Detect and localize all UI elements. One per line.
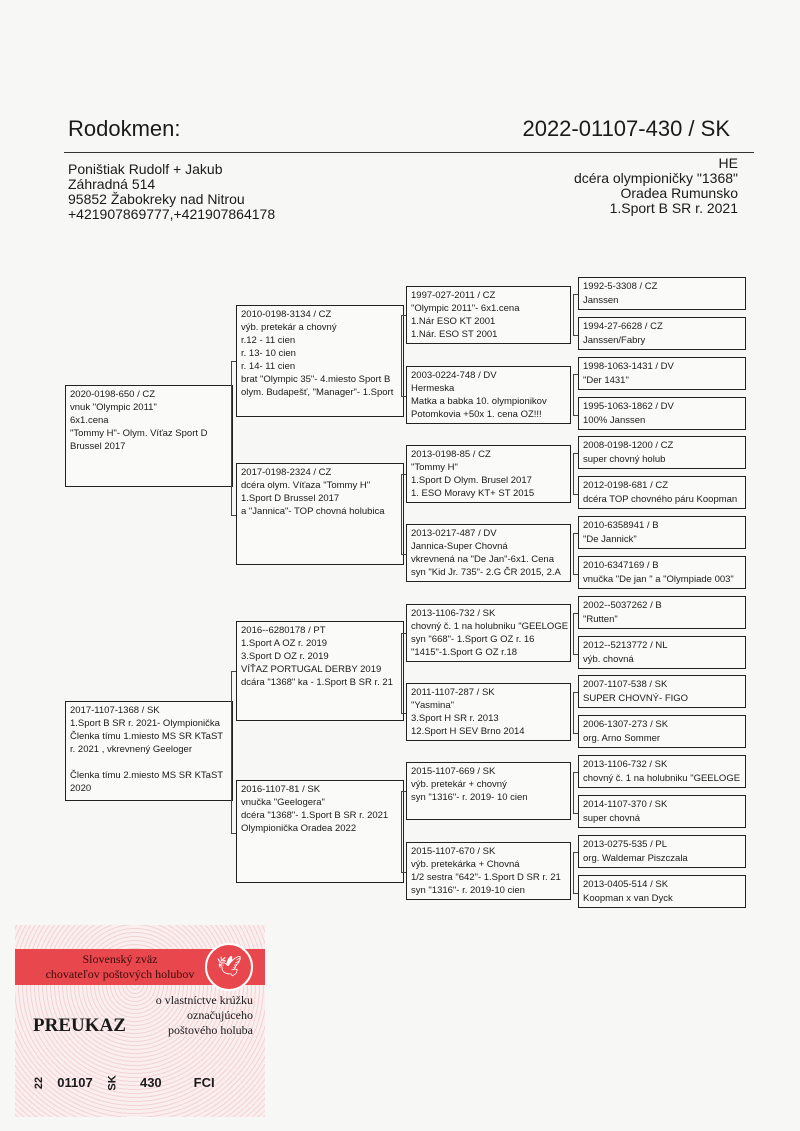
bird-note: org. Arno Sommer: [583, 733, 661, 744]
bird-note: 1.Nár ESO KT 2001: [411, 316, 496, 327]
bird-note: "Rutten": [583, 614, 618, 625]
ring-id: 2010-6347169 / B: [583, 560, 659, 571]
ring-id: 2008-0198-1200 / CZ: [583, 440, 674, 451]
bird-desc: dcéra olympioničky "1368": [573, 170, 738, 186]
bird-note: Janssen: [583, 295, 619, 306]
bird-note: Hermeska: [411, 383, 455, 394]
gen4-bird-box: [578, 596, 746, 629]
bird-note: vkrevnená na "De Jan"-6x1. Cena: [411, 554, 554, 565]
tree-connector: [573, 374, 578, 416]
bird-note: 1.Nár. ESO ST 2001: [411, 329, 498, 340]
bird-note: brat "Olympic 35"- 4.miesto Sport B: [241, 374, 391, 385]
bird-note: Matka a babka 10. olympionikov: [411, 396, 547, 407]
bird-info: [574, 156, 738, 216]
gen3-bird-box: [406, 286, 571, 344]
bird-sex: HE: [718, 155, 738, 171]
bird-note: 1/2 sestra "642"- 1.Sport D SR r. 21: [411, 872, 561, 883]
tree-connector: [573, 613, 578, 655]
subtitle-line: poštového holuba: [168, 1023, 253, 1037]
owner-city: 95852 Žabokreky nad Nitrou: [68, 191, 245, 207]
bird-note: vnučka "Geelogera": [241, 797, 325, 808]
ring-id: 2011-1107-287 / SK: [411, 687, 495, 698]
gen3-bird-box: [406, 604, 571, 662]
owner-street: Záhradná 514: [68, 176, 156, 192]
bird-note: dcára "1368" ka - 1.Sport B SR r. 21: [241, 677, 393, 688]
gen4-bird-box: [578, 357, 746, 390]
bird-note: vnuk "Olympic 2011": [70, 402, 157, 413]
subtitle-line: o vlastníctve krúžku: [155, 993, 253, 1007]
bird-note: olym. Budapešť, "Manager"- 1.Sport: [241, 387, 394, 398]
ring-id: 1997-027-2011 / CZ: [411, 290, 496, 301]
bird-note: 3.Sport H SR r. 2013: [411, 713, 499, 724]
bird-note: syn "Kid Jr. 735"- 2.G ČR 2015, 2.A: [411, 567, 561, 578]
ring-certificate: [15, 925, 265, 1117]
ring-id: 2013-1106-732 / SK: [583, 759, 668, 770]
gen4-bird-box: [578, 317, 746, 350]
ring-id: 2013-1106-732 / SK: [411, 608, 496, 619]
tree-connector: [231, 361, 236, 516]
ring-id: 1995-1063-1862 / DV: [583, 401, 674, 412]
gen4-bird-box: [578, 875, 746, 908]
ring-id: 2010-0198-3134 / CZ: [241, 309, 332, 320]
gen4-bird-box: [578, 436, 746, 469]
owner-info: [68, 162, 275, 222]
ring-club: 01107: [57, 1075, 93, 1090]
owner-phone: +421907869777,+421907864178: [68, 206, 276, 222]
ring-number: 2022-01107-430 / SK: [522, 116, 730, 141]
org-name: Slovenský zväz: [82, 952, 158, 966]
ring-id: 2003-0224-748 / DV: [411, 370, 497, 381]
bird-note: r. 13- 10 cien: [241, 348, 296, 359]
ring-id: 2015-1107-670 / SK: [411, 846, 496, 857]
gen4-bird-box: [578, 476, 746, 509]
bird-note: 1.Sport B SR r. 2021- Olympionička: [70, 718, 220, 729]
ring-id: 2006-1307-273 / SK: [583, 719, 669, 730]
gen3-bird-box: [406, 842, 571, 900]
ring-id: 2002--5037262 / B: [583, 600, 662, 611]
bird-note: super chovný holub: [583, 454, 666, 465]
bird-note: 2020: [70, 783, 92, 794]
gen4-bird-box: [578, 715, 746, 748]
gen4-bird-box: [578, 675, 746, 708]
gen2-bird-box: [236, 305, 404, 417]
gen4-bird-box: [578, 397, 746, 430]
ring-id: 2012-0198-681 / CZ: [583, 480, 669, 491]
bird-note: Jannica-Super Chovná: [411, 541, 508, 552]
certificate-ring-number: [33, 1075, 215, 1090]
gen2-bird-box: [236, 621, 404, 721]
bird-note: výb. chovná: [583, 654, 634, 665]
bird-note: 1. ESO Moravy KT+ ST 2015: [411, 488, 535, 499]
bird-note: Členka tímu 2.miesto MS SR KTaST: [70, 770, 224, 781]
gen4-bird-box: [578, 277, 746, 310]
bird-note: výb. pretekárka + Chovná: [411, 859, 520, 870]
ring-id: 2016-1107-81 / SK: [241, 784, 321, 795]
ring-id: 2016--6280178 / PT: [241, 625, 326, 636]
bird-note: "1415"-1.Sport G OZ r.18: [411, 647, 518, 658]
bird-note: org. Waldemar Piszczala: [583, 853, 688, 864]
ring-id: 2013-0275-535 / PL: [583, 839, 667, 850]
tree-connector: [573, 533, 578, 575]
bird-note: dcéra "1368"- 1.Sport B SR r. 2021: [241, 810, 389, 821]
bird-note: 1.Sport D Olym. Brusel 2017: [411, 475, 532, 486]
dove-logo-icon: 🕊: [205, 943, 253, 991]
gen2-bird-box: [236, 780, 404, 883]
bird-note: 3.Sport D OZ r. 2019: [241, 651, 329, 662]
bird-note: syn "1316"- r. 2019- 10 cien: [411, 792, 528, 803]
gen3-bird-box: [406, 366, 571, 424]
bird-note: 100% Janssen: [583, 415, 646, 426]
gen4-bird-box: [578, 835, 746, 868]
tree-connector: [401, 315, 406, 397]
gen3-bird-box: [406, 683, 571, 741]
ring-serial: 430: [139, 1075, 162, 1090]
gen1-bird-box: [65, 385, 233, 487]
ring-id: 2017-0198-2324 / CZ: [241, 467, 332, 478]
ring-country: SK: [106, 1074, 119, 1091]
owner-name: Poništiak Rudolf + Jakub: [68, 161, 223, 177]
gen4-bird-box: [578, 755, 746, 788]
tree-connector: [573, 294, 578, 336]
bird-note: r.12 - 11 cien: [241, 335, 296, 346]
page-title: Rodokmen:: [68, 116, 181, 141]
bird-note: Janssen/Fabry: [583, 335, 646, 346]
certificate-title: PREUKAZ: [33, 1015, 126, 1036]
ring-id: 2013-0198-85 / CZ: [411, 449, 491, 460]
bird-desc: Oradea Rumunsko: [620, 185, 738, 201]
bird-note: 1.Sport D Brussel 2017: [241, 493, 340, 504]
gen4-bird-box: [578, 556, 746, 589]
bird-note: dcéra TOP chovného páru Koopman: [583, 494, 738, 505]
ring-id: 2013-0217-487 / DV: [411, 528, 497, 539]
gen4-bird-box: [578, 795, 746, 828]
bird-note: VÍŤAZ PORTUGAL DERBY 2019: [241, 664, 382, 675]
ring-id: 2012--5213772 / NL: [583, 640, 668, 651]
tree-connector: [573, 453, 578, 495]
ring-id: 2020-0198-650 / CZ: [70, 389, 156, 400]
bird-note: "Olympic 2011"- 6x1.cena: [411, 303, 520, 314]
bird-note: vnučka "De jan " a "Olympiade 003": [583, 574, 734, 585]
bird-note: "Tommy H"- Olym. Víťaz Sport D: [70, 428, 208, 439]
bird-note: Potomkovia +50x 1. cena OZ!!!: [411, 409, 542, 420]
ring-id: 2017-1107-1368 / SK: [70, 705, 160, 716]
gen2-bird-box: [236, 463, 404, 565]
bird-note: syn "668"- 1.Sport G OZ r. 16: [411, 634, 535, 645]
gen4-bird-box: [578, 516, 746, 549]
ring-id: 2013-0405-514 / SK: [583, 879, 669, 890]
bird-note: [70, 756, 228, 769]
tree-connector: [401, 474, 406, 555]
bird-note: "Der 1431": [583, 375, 629, 386]
tree-connector: [231, 671, 236, 834]
bird-note: syn "1316"- r. 2019-10 cien: [411, 885, 525, 896]
bird-note: 1.Sport A OZ r. 2019: [241, 638, 328, 649]
tree-connector: [401, 791, 406, 873]
header-divider: [64, 152, 754, 153]
ring-year: 22: [33, 1076, 46, 1089]
tree-connector: [573, 692, 578, 734]
bird-note: "Yasmina": [411, 700, 455, 711]
bird-note: 12.Sport H SEV Brno 2014: [411, 726, 525, 737]
gen3-bird-box: [406, 445, 571, 503]
bird-desc: 1.Sport B SR r. 2021: [609, 200, 738, 216]
bird-note: SUPER CHOVNÝ- FIGO: [583, 693, 689, 704]
ring-id: 2010-6358941 / B: [583, 520, 659, 531]
gen3-bird-box: [406, 762, 571, 820]
ring-id: 2014-1107-370 / SK: [583, 799, 668, 810]
ring-fci: FCI: [193, 1075, 215, 1090]
bird-note: super chovná: [583, 813, 641, 824]
subtitle-line: označujúceho: [187, 1008, 253, 1022]
bird-note: výb. pretekár + chovný: [411, 779, 507, 790]
ring-id: 1998-1063-1431 / DV: [583, 361, 674, 372]
bird-note: "De Jannick": [583, 534, 637, 545]
bird-note: dcéra olym. Víťaza "Tommy H": [241, 480, 371, 491]
bird-note: Koopman x van Dyck: [583, 893, 673, 904]
tree-connector: [573, 772, 578, 814]
org-name: chovateľov poštových holubov: [45, 967, 195, 981]
ring-id: 2007-1107-538 / SK: [583, 679, 668, 690]
bird-note: 6x1.cena: [70, 415, 109, 426]
tree-connector: [401, 633, 406, 714]
bird-note: r. 14- 11 cien: [241, 361, 296, 372]
ring-id: 1992-5-3308 / CZ: [583, 281, 658, 292]
bird-note: chovný č. 1 na holubniku "GEELOGE: [411, 621, 569, 632]
bird-note: r. 2021 , vkrevnený Geeloger: [70, 744, 192, 755]
bird-note: a "Jannica"- TOP chovná holubica: [241, 506, 385, 517]
gen4-bird-box: [578, 636, 746, 669]
gen3-bird-box: [406, 524, 571, 582]
ring-id: 2015-1107-669 / SK: [411, 766, 496, 777]
gen1-bird-box: [65, 701, 233, 801]
bird-note: Olympionička Oradea 2022: [241, 823, 357, 834]
certificate-subtitle: [156, 993, 253, 1038]
bird-note: výb. pretekár a chovný: [241, 322, 337, 333]
bird-note: "Tommy H": [411, 462, 458, 473]
tree-connector: [573, 852, 578, 894]
bird-note: chovný č. 1 na holubniku "GEELOGE: [583, 773, 741, 784]
bird-note: Členka tímu 1.miesto MS SR KTaST: [70, 731, 224, 742]
bird-note: Brussel 2017: [70, 441, 126, 452]
ring-id: 1994-27-6628 / CZ: [583, 321, 663, 332]
